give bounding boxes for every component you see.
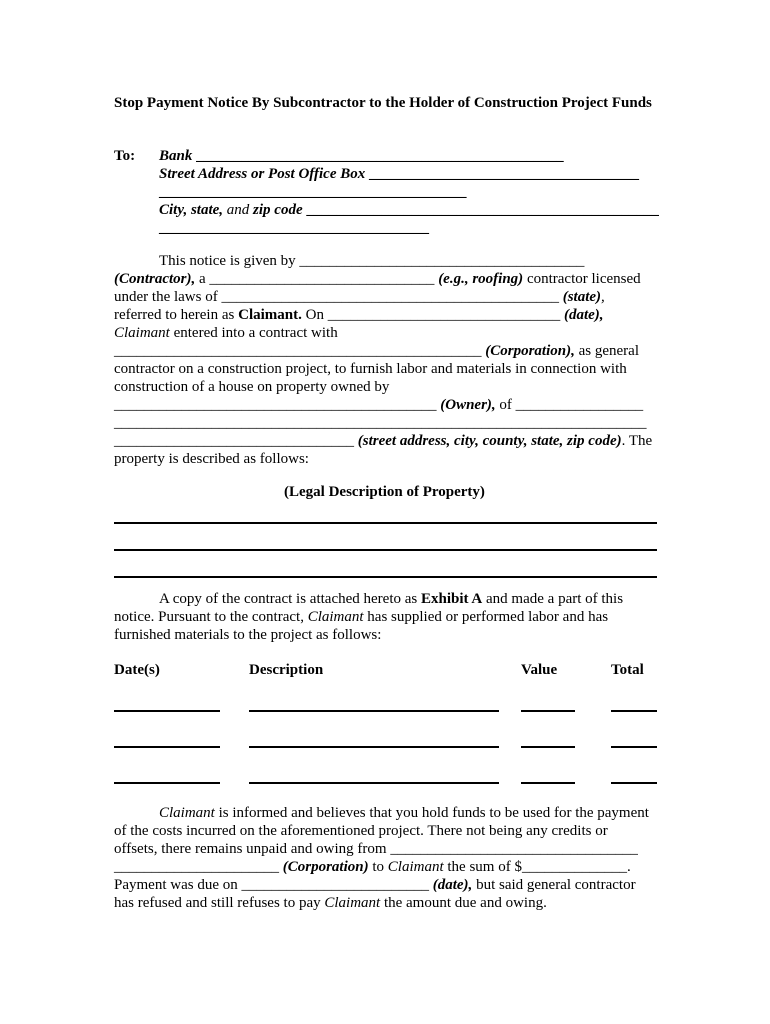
pursuant-text: notice. Pursuant to the contract, (114, 609, 304, 625)
street-blank-2: _________________________________________ (159, 184, 467, 200)
copy-text: A copy of the contract is attached hereto as (159, 591, 418, 607)
para3-line1 (159, 804, 649, 822)
para1-line4 (114, 306, 604, 324)
header-total: Total (611, 662, 644, 678)
claimant-italic-3: Claimant (159, 805, 215, 821)
date-label: (date), (563, 307, 604, 323)
bank-line (159, 147, 564, 165)
para3-line3: offsets, there remains unpaid and owing from _________________________________ (114, 841, 638, 857)
total-line (611, 746, 657, 748)
para1-line11 (114, 432, 652, 450)
address-blank: ________________________________ (114, 433, 354, 449)
corporation-blank: _________________________________________________ (114, 343, 482, 359)
para1-line10: _______________________________________________________________________ (114, 415, 647, 431)
claimant-italic-5: Claimant (324, 895, 381, 911)
contract-text: entered into a contract with (173, 325, 338, 341)
city-line (159, 201, 659, 219)
to-text: to (372, 859, 385, 875)
date-line (114, 782, 220, 784)
header-description: Description (249, 662, 324, 678)
value-line (521, 710, 575, 712)
laws-text: under the laws of _____________________________________________ (114, 289, 559, 305)
but-text: but said general contractor (476, 877, 636, 893)
and-word: and (226, 202, 250, 218)
corporation-label: (Corporation), (485, 343, 575, 359)
para2-line2 (114, 608, 608, 626)
trade-example: (e.g., roofing) (438, 271, 524, 287)
city-blank-2: ____________________________________ (159, 220, 429, 236)
claimant-italic: Claimant (114, 325, 170, 341)
claimant-italic-4: Claimant (387, 859, 444, 875)
claimant-bold: Claimant. (238, 307, 302, 323)
exhibit-a: Exhibit A (420, 591, 483, 607)
licensed-text: contractor licensed (526, 271, 641, 287)
legal-line-2 (114, 549, 657, 551)
part-text: and made a part of this (486, 591, 624, 607)
para1-line6 (114, 342, 639, 360)
legal-line-3 (114, 576, 657, 578)
payment-due-text: Payment was due on _________________________ (114, 877, 429, 893)
value-line (521, 782, 575, 784)
date-line (114, 710, 220, 712)
description-line (249, 746, 499, 748)
corporation-label-2: (Corporation) (282, 859, 369, 875)
legal-description-heading: (Legal Description of Property) (284, 484, 485, 500)
header-dates: Date(s) (114, 662, 160, 678)
trade-blank: a ______________________________ (199, 271, 435, 287)
para1-line7: contractor on a construction project, to furnish labor and materials in connection with (114, 361, 627, 377)
owner-label: (Owner), (440, 397, 496, 413)
street-line (159, 165, 639, 183)
zip-label: zip code (253, 202, 303, 218)
city-blank: _______________________________________________ (306, 202, 659, 218)
refused-text: has refused and still refuses to pay (114, 895, 321, 911)
the-text: . The (621, 433, 653, 449)
value-line (521, 746, 575, 748)
legal-line-1 (114, 522, 657, 524)
owner-blank: ___________________________________________ (114, 397, 437, 413)
para1-line2 (114, 270, 641, 288)
para2-line3: furnished materials to the project as follows: (114, 627, 382, 643)
bank-blank: _________________________________________________ (196, 148, 564, 164)
para3-line2: of the costs incurred on the aforementioned project. There not being any credits or (114, 823, 608, 839)
to-label: To: (114, 148, 136, 164)
para1-line3 (114, 288, 605, 306)
claimant-italic-2: Claimant (307, 609, 364, 625)
date-line (114, 746, 220, 748)
para3-line6 (114, 894, 547, 912)
date-label-2: (date), (432, 877, 473, 893)
para3-line4 (114, 858, 631, 876)
para1-line5 (114, 324, 338, 342)
city-label: City, state, (159, 202, 224, 218)
para3-line5 (114, 876, 636, 894)
amount-text: the amount due and owing. (383, 895, 547, 911)
street-blank: ____________________________________ (369, 166, 639, 182)
date-blank: On _______________________________ (305, 307, 561, 323)
corp-blank-2: ______________________ (114, 859, 279, 875)
para2-line1 (159, 590, 623, 608)
para1-line8: construction of a house on property owned by (114, 379, 390, 395)
sum-text: the sum of $______________. (447, 859, 631, 875)
of-blank: of _________________ (499, 397, 644, 413)
state-label: (state) (562, 289, 602, 305)
street-label: Street Address or Post Office Box (159, 166, 366, 182)
referred-text: referred to herein as (114, 307, 235, 323)
para1-line9 (114, 396, 643, 414)
header-value: Value (521, 662, 558, 678)
total-line (611, 782, 657, 784)
informed-text: is informed and believes that you hold funds to be used for the payment (218, 805, 649, 821)
description-line (249, 710, 499, 712)
para1-line12: property is described as follows: (114, 451, 309, 467)
state-comma: , (601, 289, 605, 305)
general-text: as general (578, 343, 639, 359)
supplied-text: has supplied or performed labor and has (367, 609, 609, 625)
bank-label: Bank (159, 148, 193, 164)
description-line (249, 782, 499, 784)
contractor-label: (Contractor), (114, 271, 196, 287)
para1-line1: This notice is given by ______________________________________ (159, 253, 585, 269)
total-line (611, 710, 657, 712)
document-title: Stop Payment Notice By Subcontractor to the Holder of Construction Project Funds (114, 95, 652, 111)
address-label: (street address, city, county, state, zip code) (357, 433, 622, 449)
